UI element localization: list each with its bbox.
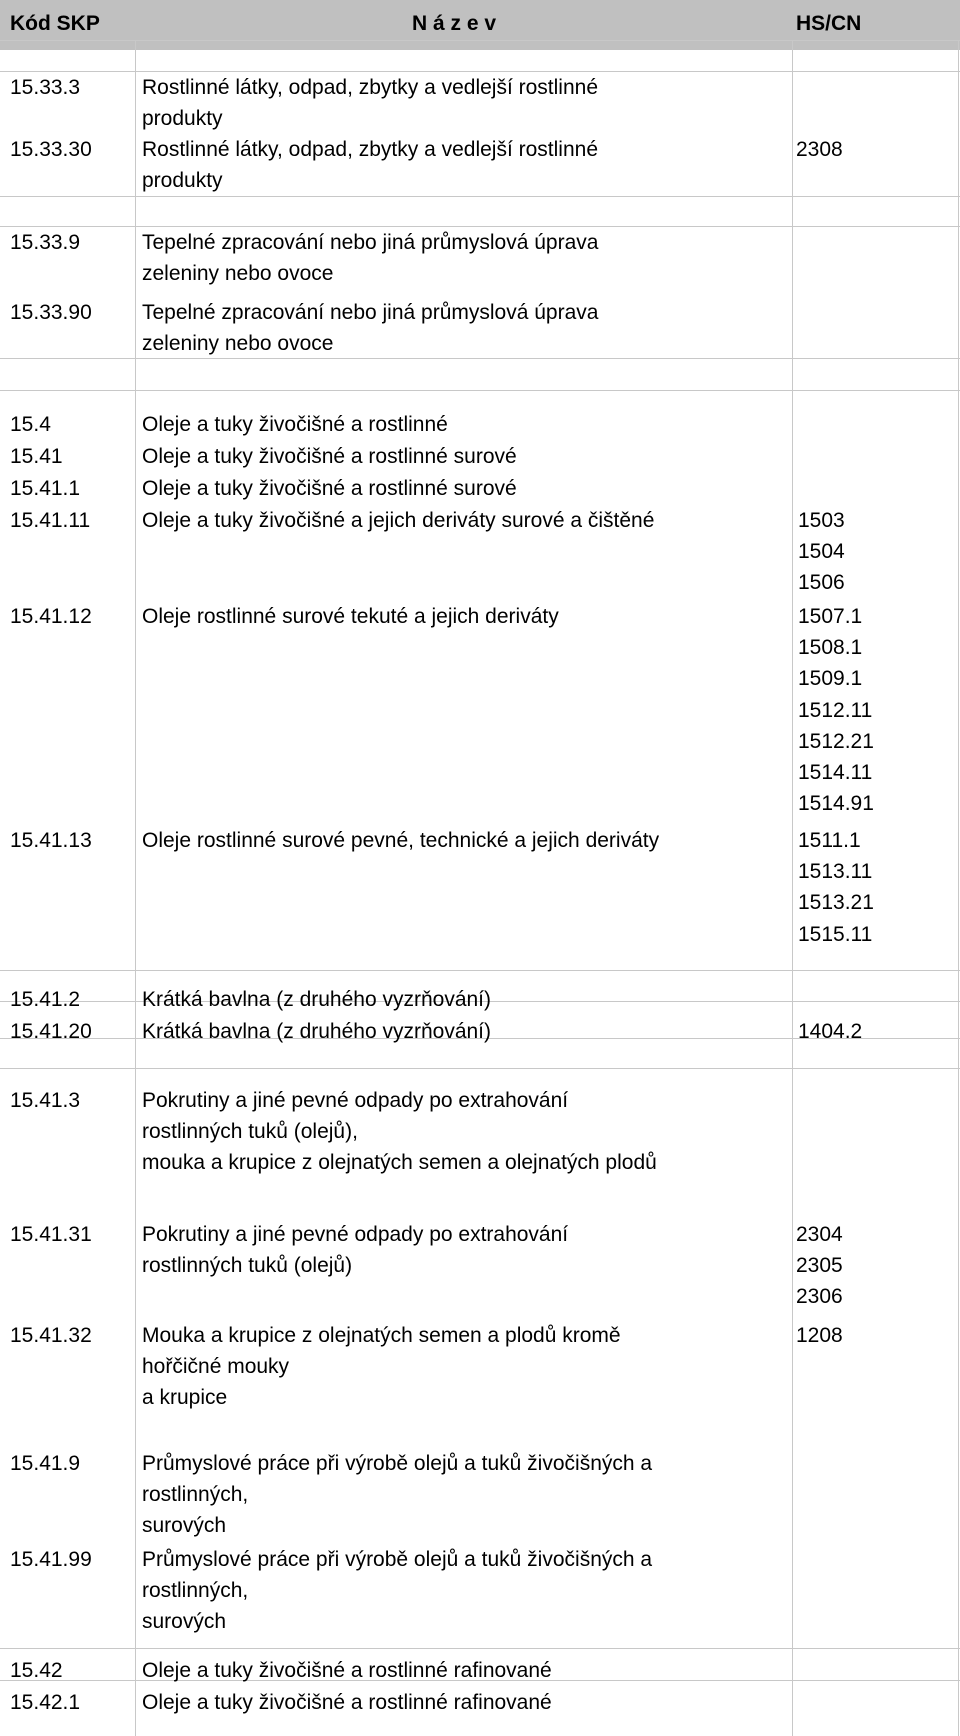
row-code: 15.33.3 — [10, 76, 81, 99]
row-code: 15.41.20 — [10, 1020, 92, 1043]
row-hs-code: 2308 — [796, 138, 843, 161]
row-divider — [0, 390, 960, 391]
row-name: Krátká bavlna (z druhého vyzrňování) — [142, 988, 492, 1011]
row-code: 15.41.9 — [10, 1452, 81, 1475]
row-hs-code: 2304 2305 2306 — [796, 1223, 843, 1309]
row-divider — [0, 1068, 960, 1069]
row-hs-code: 1511.1 1513.11 1513.21 1515.11 — [798, 829, 874, 946]
row-name: Mouka a krupice z olejnatých semen a plodů kromě hořčičné mouky a krupice — [142, 1324, 621, 1410]
row-name: Oleje a tuky živočišné a rostlinné rafinované — [142, 1691, 552, 1714]
row-code: 15.41.2 — [10, 988, 81, 1011]
row-code: 15.42.1 — [10, 1691, 81, 1714]
column-divider — [135, 40, 136, 1736]
row-divider — [0, 970, 960, 971]
row-name: Oleje a tuky živočišné a rostlinné surové — [142, 445, 517, 468]
row-name: Oleje a tuky živočišné a rostlinné rafinované — [142, 1659, 552, 1682]
row-name: Oleje rostlinné surové pevné, technické a jejich deriváty — [142, 829, 660, 852]
column-divider — [958, 40, 959, 1736]
row-name: Oleje a tuky živočišné a jejich deriváty surové a čištěné — [142, 509, 655, 532]
row-name: Oleje a tuky živočišné a rostlinné — [142, 413, 448, 436]
row-code: 15.41 — [10, 445, 63, 468]
row-hs-code: 1507.1 1508.1 1509.1 1512.11 1512.21 1514.11 1514.91 — [798, 605, 874, 816]
row-hs-code: 1404.2 — [798, 1020, 863, 1043]
column-header-name: N á z e v — [412, 12, 497, 35]
row-name: Oleje a tuky živočišné a rostlinné surové — [142, 477, 517, 500]
row-code: 15.41.32 — [10, 1324, 92, 1347]
row-name: Průmyslové práce při výrobě olejů a tuků živočišných a rostlinných, surových — [142, 1452, 653, 1538]
row-name: Rostlinné látky, odpad, zbytky a vedlejší rostlinné produkty — [142, 76, 599, 131]
row-name: Pokrutiny a jiné pevné odpady po extrahování rostlinných tuků (olejů) — [142, 1223, 569, 1278]
row-hs-code: 1208 — [796, 1324, 843, 1347]
row-name: Tepelné zpracování nebo jiná průmyslová úprava zeleniny nebo ovoce — [142, 301, 599, 356]
row-divider — [0, 40, 960, 41]
row-code: 15.41.3 — [10, 1089, 81, 1112]
row-code: 15.41.11 — [10, 509, 91, 532]
row-divider — [0, 1648, 960, 1649]
row-code: 15.41.31 — [10, 1223, 92, 1246]
column-header-hs: HS/CN — [796, 12, 862, 35]
row-name: Oleje rostlinné surové tekuté a jejich deriváty — [142, 605, 559, 628]
row-name: Tepelné zpracování nebo jiná průmyslová úprava zeleniny nebo ovoce — [142, 231, 599, 286]
row-code: 15.41.1 — [10, 477, 81, 500]
row-code: 15.41.12 — [10, 605, 92, 628]
row-code: 15.33.90 — [10, 301, 92, 324]
row-code: 15.42 — [10, 1659, 63, 1682]
row-hs-code: 1503 1504 1506 — [798, 509, 845, 595]
row-name: Rostlinné látky, odpad, zbytky a vedlejší rostlinné produkty — [142, 138, 599, 193]
table-header — [0, 0, 960, 50]
column-divider — [792, 40, 793, 1736]
row-name: Pokrutiny a jiné pevné odpady po extrahování rostlinných tuků (olejů), mouka a krupice z olejnatých semen a olejnatých plodů — [142, 1089, 657, 1175]
row-name: Krátká bavlna (z druhého vyzrňování) — [142, 1020, 492, 1043]
row-code: 15.41.13 — [10, 829, 92, 852]
row-code: 15.33.30 — [10, 138, 92, 161]
row-name: Průmyslové práce při výrobě olejů a tuků živočišných a rostlinných, surových — [142, 1548, 653, 1634]
row-code: 15.4 — [10, 413, 51, 436]
row-code: 15.33.9 — [10, 231, 81, 254]
column-header-code: Kód SKP — [10, 12, 100, 35]
row-code: 15.41.99 — [10, 1548, 92, 1571]
